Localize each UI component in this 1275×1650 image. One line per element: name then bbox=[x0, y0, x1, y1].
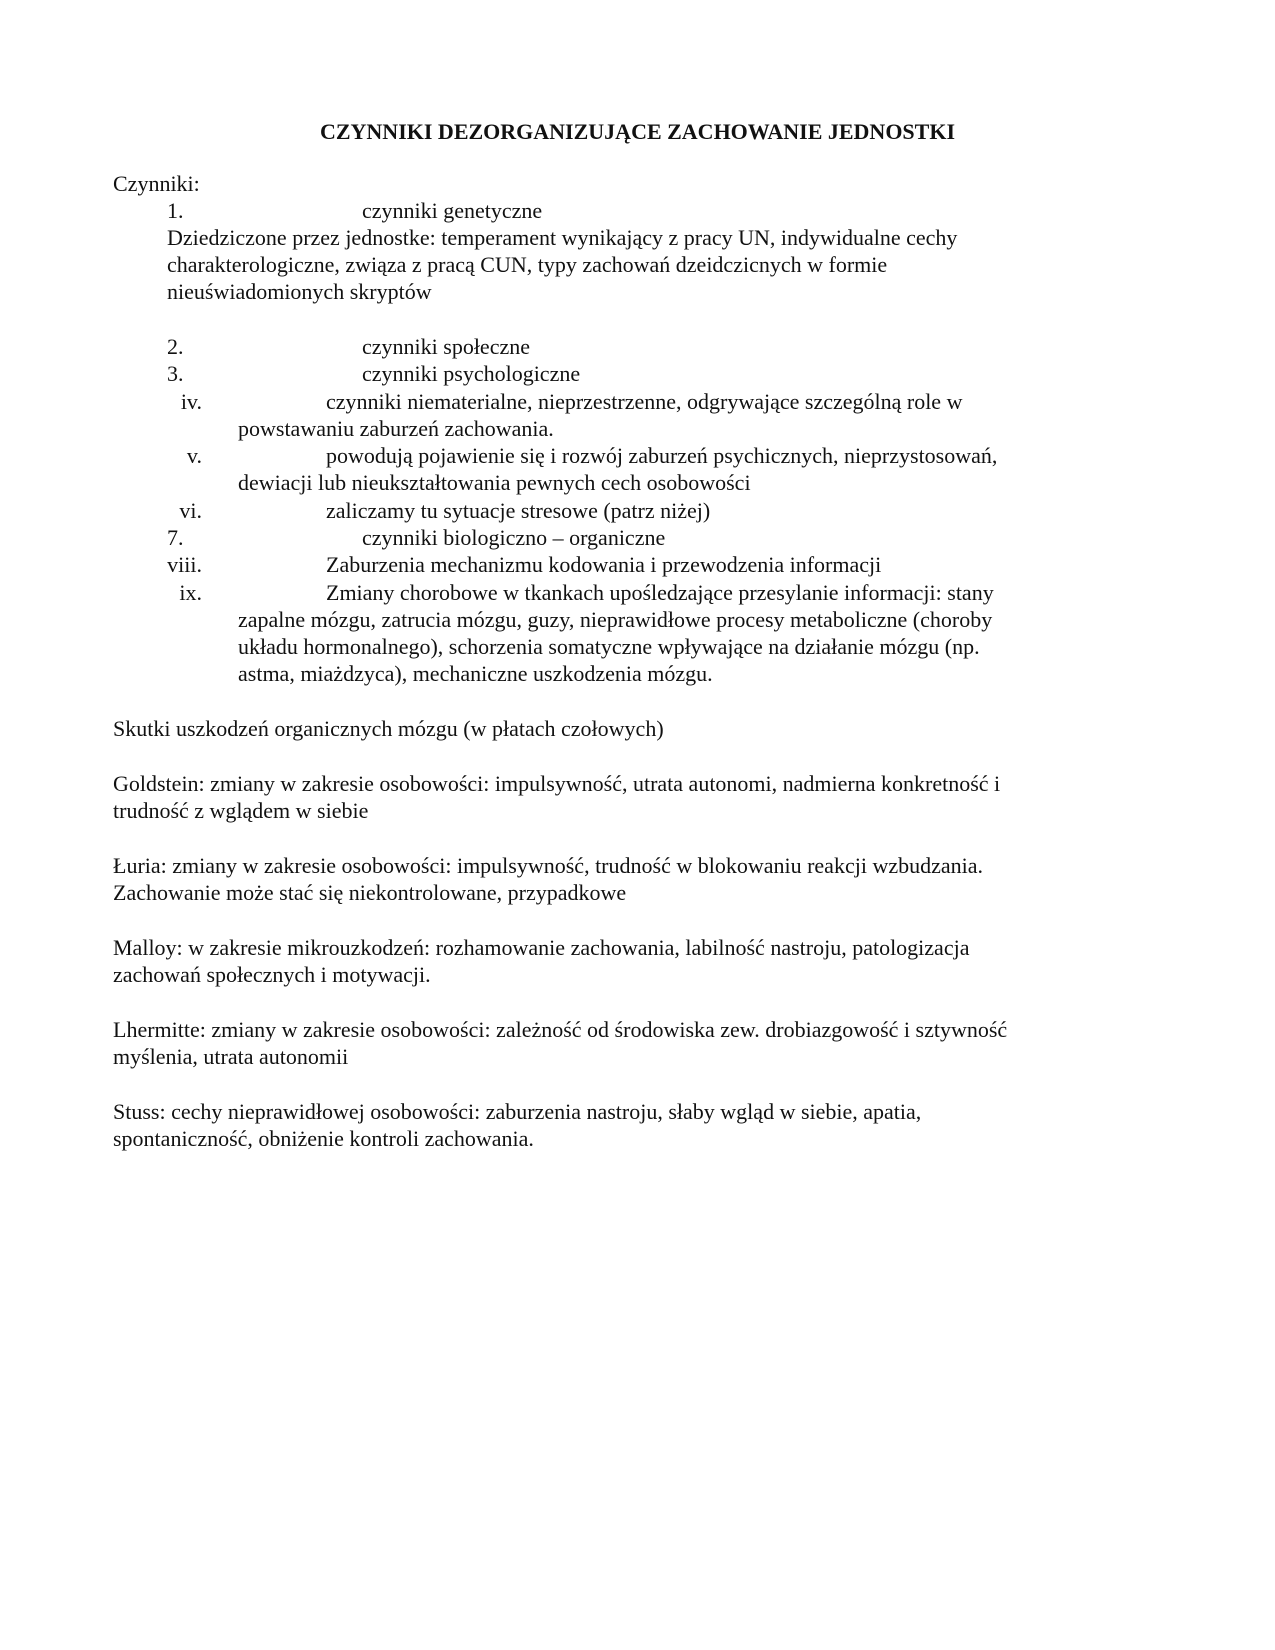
paragraph-line: trudność z wglądem w siebie bbox=[113, 798, 369, 823]
paragraph-line: Łuria: zmiany w zakresie osobowości: impulsywność, trudność w blokowaniu reakcji wzbudzania. bbox=[113, 853, 983, 878]
list-marker: 3. bbox=[167, 361, 184, 386]
document-title: CZYNNIKI DEZORGANIZUJĄCE ZACHOWANIE JEDNOSTKI bbox=[319, 119, 956, 144]
paragraph-line: Zachowanie może stać się niekontrolowane, przypadkowe bbox=[113, 880, 627, 905]
paragraph-line: spontaniczność, obniżenie kontroli zachowania. bbox=[113, 1126, 534, 1151]
list-item-text: zaliczamy tu sytuacje stresowe (patrz niżej) bbox=[326, 498, 711, 523]
list-item-description: charakterologiczne, związa z pracą CUN, typy zachowań dzeidczicnych w formie bbox=[167, 252, 888, 277]
list-item-text: powodują pojawienie się i rozwój zaburzeń psychicznych, nieprzystosowań, bbox=[326, 443, 998, 468]
paragraph-line: Stuss: cechy nieprawidłowej osobowości: zaburzenia nastroju, słaby wgląd w siebie, apatia, bbox=[113, 1099, 922, 1124]
list-item-label: czynniki psychologiczne bbox=[362, 361, 581, 386]
list-item-description: Dziedziczone przez jednostke: temperament wynikający z pracy UN, indywidualne cechy bbox=[167, 225, 958, 250]
list-item-text: dewiacji lub nieukształtowania pewnych cech osobowości bbox=[238, 470, 751, 495]
list-item-text: Zaburzenia mechanizmu kodowania i przewodzenia informacji bbox=[326, 552, 882, 577]
list-marker: v. bbox=[186, 443, 202, 468]
intro-label: Czynniki: bbox=[113, 171, 200, 196]
section-heading: Skutki uszkodzeń organicznych mózgu (w płatach czołowych) bbox=[113, 716, 664, 741]
list-marker: ix. bbox=[179, 580, 202, 605]
list-item-label: czynniki społeczne bbox=[362, 334, 530, 359]
list-item-text: Zmiany chorobowe w tkankach upośledzające przesylanie informacji: stany bbox=[326, 580, 994, 605]
list-item-text: astma, miażdzyca), mechaniczne uszkodzenia mózgu. bbox=[238, 661, 713, 686]
list-marker: 1. bbox=[167, 198, 184, 223]
list-marker: vi. bbox=[179, 498, 202, 523]
list-item-description: nieuświadomionych skryptów bbox=[167, 279, 432, 304]
list-item-text: układu hormonalnego), schorzenia somatyczne wpływające na działanie mózgu (np. bbox=[238, 634, 980, 659]
list-marker: iv. bbox=[180, 389, 202, 414]
paragraph-line: zachowań społecznych i motywacji. bbox=[113, 962, 431, 987]
list-item-text: powstawaniu zaburzeń zachowania. bbox=[238, 416, 554, 441]
list-item-text: czynniki niematerialne, nieprzestrzenne, odgrywające szczególną role w bbox=[326, 389, 963, 414]
list-marker: 2. bbox=[167, 334, 184, 359]
paragraph-line: myślenia, utrata autonomii bbox=[113, 1044, 349, 1069]
list-item-label: czynniki genetyczne bbox=[362, 198, 543, 223]
list-item-label: czynniki biologiczno – organiczne bbox=[362, 525, 666, 550]
paragraph-line: Malloy: w zakresie mikrouzkodzeń: rozhamowanie zachowania, labilność nastroju, patologizacja bbox=[113, 935, 970, 960]
paragraph-line: Goldstein: zmiany w zakresie osobowości: impulsywność, utrata autonomi, nadmierna konkretność i bbox=[113, 771, 1001, 796]
paragraph-line: Lhermitte: zmiany w zakresie osobowości: zależność od środowiska zew. drobiazgowość i sztywność bbox=[113, 1017, 1008, 1042]
list-marker: 7. bbox=[167, 525, 184, 550]
list-marker: viii. bbox=[167, 552, 202, 577]
list-item-text: zapalne mózgu, zatrucia mózgu, guzy, nieprawidłowe procesy metaboliczne (choroby bbox=[238, 607, 993, 632]
